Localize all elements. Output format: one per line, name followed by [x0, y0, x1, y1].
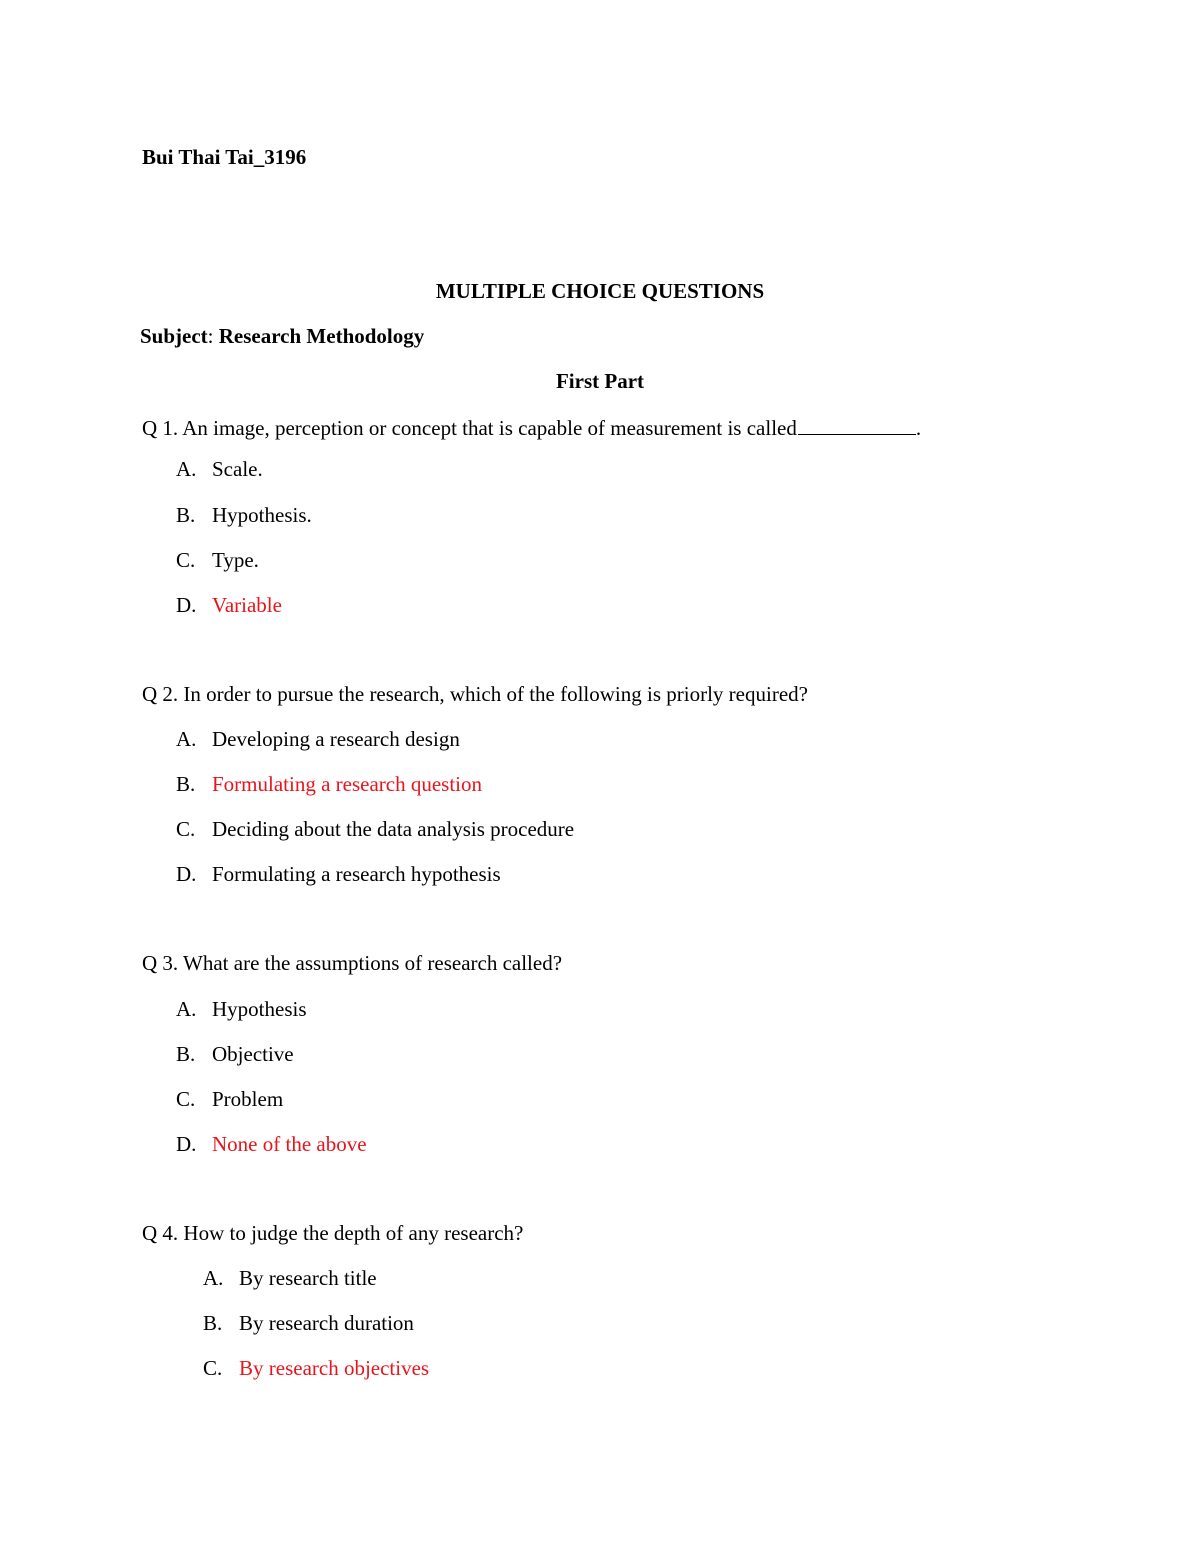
question-1-period: . — [915, 416, 922, 440]
option-letter: A. — [176, 997, 197, 1021]
option-letter: A. — [176, 457, 197, 481]
document-title: MULTIPLE CHOICE QUESTIONS — [435, 279, 765, 303]
option-letter: B. — [203, 1311, 223, 1335]
correct-answer-text: Formulating a research question — [212, 772, 483, 796]
option-text: By research duration — [239, 1311, 414, 1335]
subject-line — [140, 326, 424, 347]
option-letter: C. — [203, 1356, 223, 1380]
q1-option-a — [176, 459, 263, 480]
q1-option-c — [176, 550, 259, 571]
option-text: Problem — [212, 1087, 284, 1111]
q4-option-a — [203, 1268, 377, 1289]
q2-option-d — [176, 864, 501, 885]
correct-answer-text: By research objectives — [239, 1356, 430, 1380]
question-4: Q 4. How to judge the depth of any research? — [142, 1221, 524, 1245]
option-letter: C. — [176, 817, 196, 841]
q2-option-c — [176, 819, 574, 840]
option-letter: D. — [176, 862, 197, 886]
option-text: Hypothesis — [212, 997, 307, 1021]
q2-option-a — [176, 729, 460, 750]
subject-value: Research Methodology — [218, 324, 425, 348]
subject-label: Subject — [140, 324, 208, 348]
author-name: Bui Thai Tai_3196 — [142, 145, 307, 169]
option-letter: B. — [176, 772, 196, 796]
correct-answer-text: Variable — [212, 593, 282, 617]
option-text: Developing a research design — [212, 727, 460, 751]
option-letter: A. — [176, 727, 197, 751]
option-text: By research title — [239, 1266, 377, 1290]
option-letter: B. — [176, 503, 196, 527]
option-letter: A. — [203, 1266, 224, 1290]
part-heading: First Part — [555, 369, 645, 393]
q2-option-b — [176, 774, 482, 795]
q1-option-d — [176, 595, 282, 616]
question-1-text: Q 1. An image, perception or concept that is capable of measurement is called — [142, 416, 797, 440]
option-text: Formulating a research hypothesis — [212, 862, 501, 886]
correct-answer-text: None of the above — [212, 1132, 367, 1156]
q1-option-b — [176, 505, 312, 526]
q4-option-c — [203, 1358, 429, 1379]
q3-option-b — [176, 1044, 294, 1065]
q4-option-b — [203, 1313, 414, 1334]
question-3: Q 3. What are the assumptions of research called? — [142, 951, 563, 975]
q3-option-d — [176, 1134, 367, 1155]
q3-option-a — [176, 999, 307, 1020]
option-text: Type. — [212, 548, 259, 572]
option-text: Deciding about the data analysis procedure — [212, 817, 575, 841]
option-text: Hypothesis. — [212, 503, 312, 527]
option-text: Scale. — [212, 457, 263, 481]
question-2: Q 2. In order to pursue the research, which of the following is priorly required? — [142, 682, 808, 706]
q3-option-c — [176, 1089, 283, 1110]
answer-blank — [798, 416, 916, 435]
option-letter: D. — [176, 593, 197, 617]
option-letter: C. — [176, 548, 196, 572]
option-letter: B. — [176, 1042, 196, 1066]
option-letter: C. — [176, 1087, 196, 1111]
subject-colon: : — [207, 324, 214, 348]
option-letter: D. — [176, 1132, 197, 1156]
question-1 — [142, 416, 921, 439]
option-text: Objective — [212, 1042, 294, 1066]
